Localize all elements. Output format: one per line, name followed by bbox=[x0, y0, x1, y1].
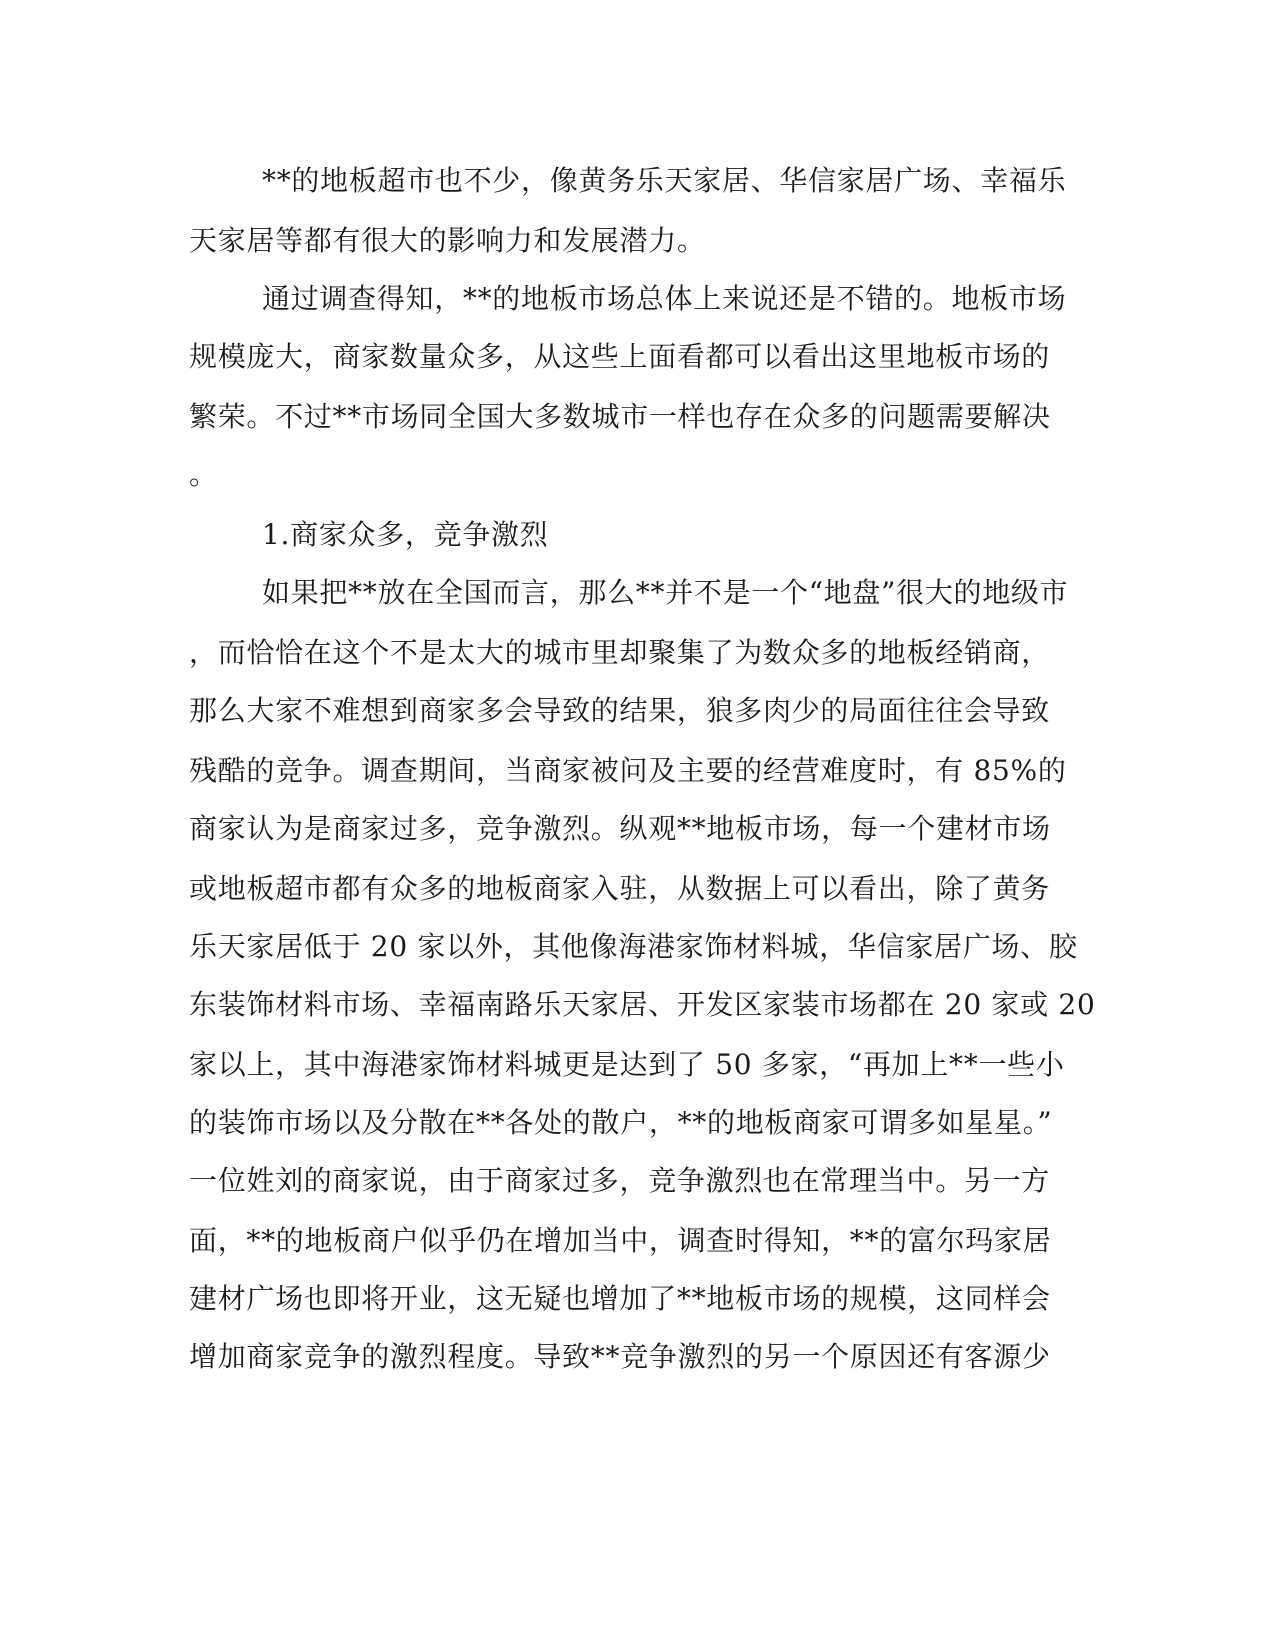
paragraph-line-1: **的地板超市也不少，像黄务乐天家居、华信家居广场、幸福乐 bbox=[262, 164, 1067, 197]
paragraph-line-21: 增加商家竞争的激烈程度。导致**竞争激烈的另一个原因还有客源少 bbox=[189, 1340, 1051, 1373]
paragraph-line-17: 的装饰市场以及分散在**各处的散户，**的地板商家可谓多如星星。” bbox=[189, 1106, 1053, 1139]
paragraph-line-5: 繁荣。不过**市场同全国大多数城市一样也存在众多的问题需要解决 bbox=[189, 400, 1051, 433]
paragraph-line-20: 建材广场也即将开业，这无疑也增加了**地板市场的规模，这同样会 bbox=[189, 1282, 1051, 1315]
paragraph-line-15: 东装饰材料市场、幸福南路乐天家居、开发区家装市场都在 20 家或 20 bbox=[189, 988, 1096, 1021]
paragraph-line-19: 面，**的地板商户似乎仍在增加当中，调查时得知，**的富尔玛家居 bbox=[189, 1224, 1052, 1257]
paragraph-line-11: 残酷的竞争。调查期间，当商家被问及主要的经营难度时，有 85%的 bbox=[189, 754, 1067, 787]
paragraph-line-2: 天家居等都有很大的影响力和发展潜力。 bbox=[189, 224, 706, 257]
paragraph-line-13: 或地板超市都有众多的地板商家入驻，从数据上可以看出，除了黄务 bbox=[189, 872, 1051, 905]
paragraph-line-8: 如果把**放在全国而言，那么**并不是一个“地盘”很大的地级市 bbox=[262, 576, 1069, 609]
paragraph-line-18: 一位姓刘的商家说，由于商家过多，竞争激烈也在常理当中。另一方 bbox=[189, 1164, 1051, 1197]
paragraph-line-12: 商家认为是商家过多，竞争激烈。纵观**地板市场，每一个建材市场 bbox=[189, 812, 1051, 845]
paragraph-line-3: 通过调查得知，**的地板市场总体上来说还是不错的。地板市场 bbox=[262, 282, 1067, 315]
paragraph-line-6: 。 bbox=[189, 458, 218, 491]
paragraph-line-10: 那么大家不难想到商家多会导致的结果，狼多肉少的局面往往会导致 bbox=[189, 694, 1051, 727]
paragraph-line-4: 规模庞大，商家数量众多，从这些上面看都可以看出这里地板市场的 bbox=[189, 340, 1051, 373]
paragraph-line-16: 家以上，其中海港家饰材料城更是达到了 50 多家，“再加上**一些小 bbox=[189, 1048, 1065, 1081]
section-heading: 1.商家众多，竞争激烈 bbox=[262, 518, 549, 551]
paragraph-line-9: ，而恰恰在这个不是太大的城市里却聚集了为数众多的地板经销商， bbox=[189, 636, 1051, 669]
paragraph-line-14: 乐天家居低于 20 家以外，其他像海港家饰材料城，华信家居广场、胶 bbox=[189, 930, 1078, 963]
